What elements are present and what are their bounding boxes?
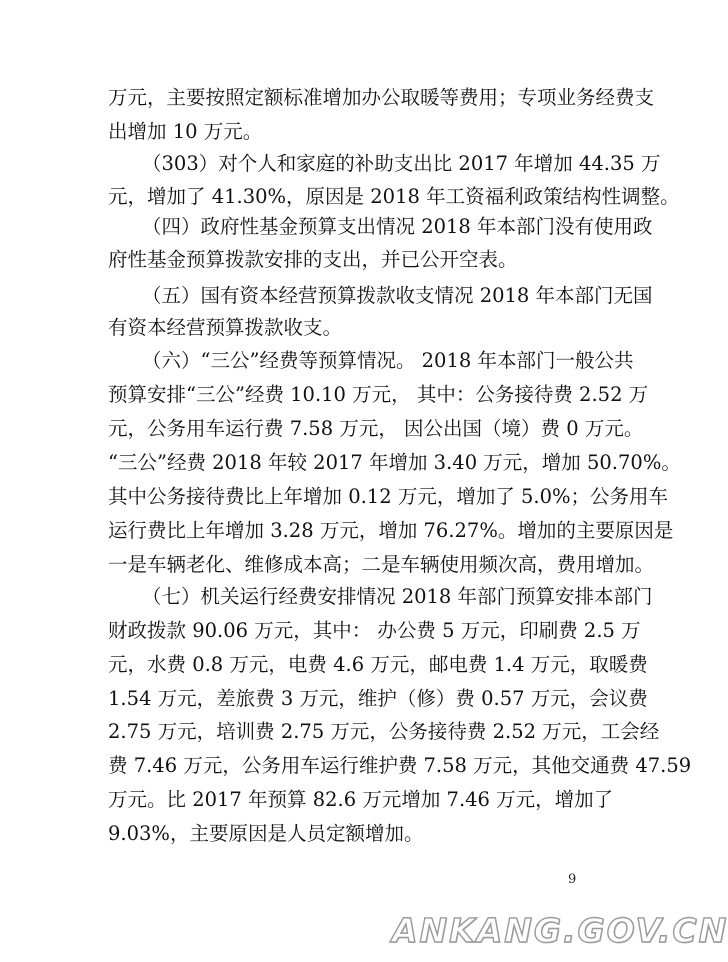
text-line: 费 7.46 万元，公务用车运行维护费 7.58 万元，其他交通费 47.59 bbox=[108, 754, 692, 777]
page-number: 9 bbox=[568, 872, 577, 887]
text-line: 有资本经营预算拨款收支。 bbox=[108, 316, 343, 339]
text-line: （七）机关运行经费安排情况 2018 年部门预算安排本部门 bbox=[142, 585, 653, 608]
text-line: 其中公务接待费比上年增加 0.12 万元，增加了 5.0%；公务用车 bbox=[108, 485, 669, 508]
text-line: 财政拨款 90.06 万元，其中： 办公费 5 万元，印刷费 2.5 万 bbox=[108, 619, 641, 642]
text-line: 运行费比上年增加 3.28 万元，增加 76.27%。增加的主要原因是 bbox=[108, 519, 674, 542]
text-line: 府性基金预算拨款安排的支出，并已公开空表。 bbox=[108, 248, 518, 271]
text-line: 2.75 万元，培训费 2.75 万元，公务接待费 2.52 万元，工会经 bbox=[108, 720, 660, 743]
text-line: 一是车辆老化、维修成本高；二是车辆使用频次高，费用增加。 bbox=[108, 553, 655, 576]
text-line: （303）对个人和家庭的补助支出比 2017 年增加 44.35 万 bbox=[142, 152, 661, 175]
text-line: 万元，主要按照定额标准增加办公取暖等费用；专项业务经费支 bbox=[108, 86, 655, 109]
text-line: （六）“三公”经费等预算情况。 2018 年本部门一般公共 bbox=[142, 349, 634, 372]
text-line: （五）国有资本经营预算拨款收支情况 2018 年本部门无国 bbox=[142, 284, 653, 307]
site-watermark: ANKANG.GOV.CN bbox=[392, 911, 728, 950]
text-line: （四）政府性基金预算支出情况 2018 年本部门没有使用政 bbox=[142, 215, 653, 238]
text-line: 元，增加了 41.30%，原因是 2018 年工资福利政策结构性调整。 bbox=[108, 185, 680, 208]
text-line: 元，公务用车运行费 7.58 万元， 因公出国（境）费 0 万元。 bbox=[108, 417, 644, 440]
text-line: 1.54 万元，差旅费 3 万元，维护（修）费 0.57 万元，会议费 bbox=[108, 687, 648, 710]
text-line: “三公”经费 2018 年较 2017 年增加 3.40 万元，增加 50.70%。 bbox=[108, 451, 681, 474]
text-line: 万元。比 2017 年预算 82.6 万元增加 7.46 万元，增加了 bbox=[108, 788, 614, 811]
text-line: 元，水费 0.8 万元，电费 4.6 万元，邮电费 1.4 万元，取暖费 bbox=[108, 653, 648, 676]
text-line: 9.03%，主要原因是人员定额增加。 bbox=[108, 822, 424, 845]
text-line: 出增加 10 万元。 bbox=[108, 120, 263, 143]
text-line: 预算安排“三公”经费 10.10 万元， 其中：公务接待费 2.52 万 bbox=[108, 383, 649, 406]
